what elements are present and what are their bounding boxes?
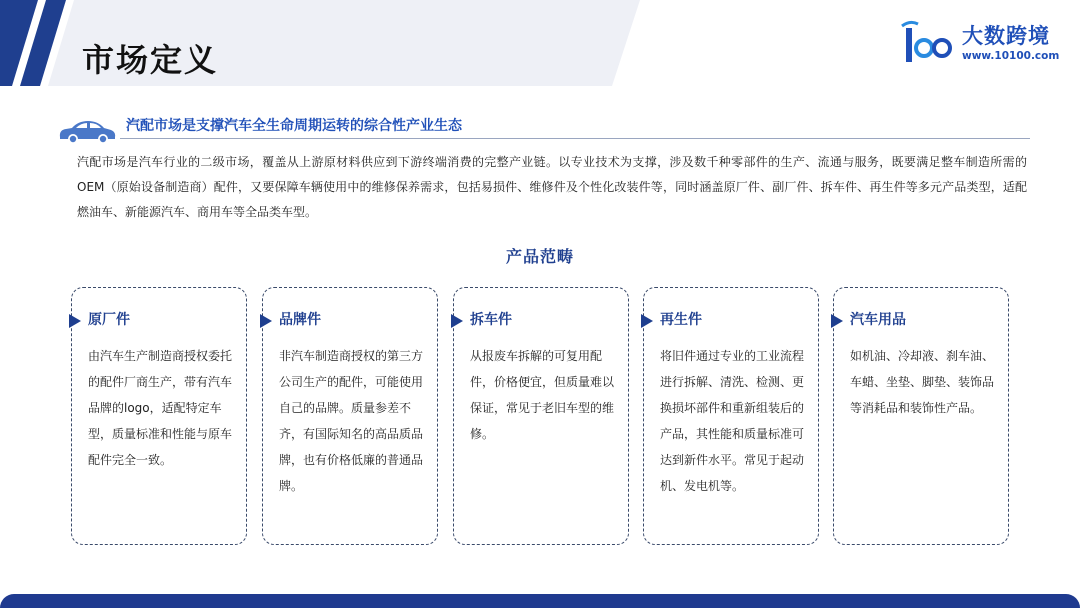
- card-dismantled-parts: [453, 287, 629, 545]
- triangle-arrow-icon: [831, 314, 843, 328]
- card-title: 汽车用品: [850, 312, 906, 328]
- footer-bar: [0, 594, 1080, 608]
- section-heading: 产品范畴: [505, 247, 574, 266]
- triangle-arrow-icon: [260, 314, 272, 328]
- logo-mark-icon: [900, 18, 960, 68]
- card-description: 从报废车拆解的可复用配件，价格便宜，但质量难以保证，常见于老旧车型的维修。: [470, 349, 615, 441]
- brand-logo: [900, 18, 1060, 68]
- card-car-accessories: [833, 287, 1009, 545]
- card-description: 非汽车制造商授权的第三方公司生产的配件，可能使用自己的品牌。质量参差不齐，有国际知名的高品质品牌，也有价格低廉的普通品牌。: [279, 349, 424, 493]
- card-title: 原厂件: [88, 312, 130, 328]
- card-remanufactured-parts: [643, 287, 819, 545]
- triangle-arrow-icon: [69, 314, 81, 328]
- car-icon: [56, 117, 118, 145]
- card-description: 由汽车生产制造商授权委托的配件厂商生产，带有汽车品牌的logo，适配特定车型，质量标准和性能与原车配件完全一致。: [88, 349, 233, 467]
- subtitle-divider: [120, 138, 1030, 139]
- card-description: 将旧件通过专业的工业流程进行拆解、清洗、检测、更换损坏部件和重新组装后的产品，其性能和质量标准可达到新件水平。常见于起动机、发电机等。: [660, 349, 805, 493]
- page-title: 市场定义: [82, 41, 219, 79]
- triangle-arrow-icon: [451, 314, 463, 328]
- card-title: 拆车件: [470, 312, 512, 328]
- card-title: 品牌件: [279, 312, 321, 328]
- card-brand-parts: [262, 287, 438, 545]
- card-description: 如机油、冷却液、刹车油、车蜡、坐垫、脚垫、装饰品等消耗品和装饰性产品。: [850, 349, 995, 415]
- logo-name: 大数跨境: [962, 24, 1050, 48]
- card-title: 再生件: [660, 312, 702, 328]
- intro-paragraph: 汽配市场是汽车行业的二级市场，覆盖从上游原材料供应到下游终端消费的完整产业链。以专业技术为支撑，涉及数千种零部件的生产、流通与服务，既要满足整车制造所需的OEM（原始设备制造商）配件，又要保障车辆使用中的维修保养需求，包括易损件、维修件及个性化改装件等，同时涵盖原厂件、副厂件、拆车件、再生件等多元产品类型，适配燃油车、新能源汽车、商用车等全品类车型。: [77, 155, 1027, 219]
- logo-url: www.10100.com: [962, 50, 1060, 62]
- card-original-parts: [71, 287, 247, 545]
- subtitle: 汽配市场是支撑汽车全生命周期运转的综合性产业生态: [126, 118, 462, 134]
- triangle-arrow-icon: [641, 314, 653, 328]
